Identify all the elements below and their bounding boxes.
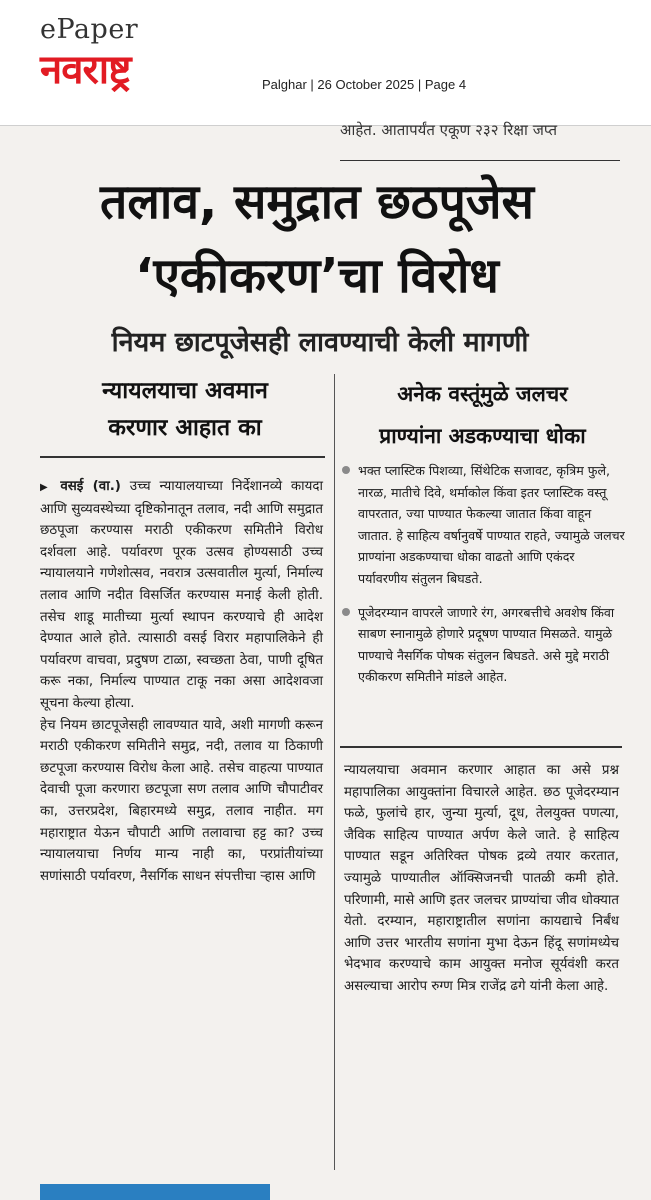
newspaper-logo[interactable]: नवराष्ट्र [40, 47, 131, 93]
bullet-text-1: भक्त प्लास्टिक पिशव्या, सिंथेटिक सजावट, कृत्रिम फुले, नारळ, मातीचे दिवे, थर्माकोल किंवा इतर प्लास्टिक वस्तू वापरतात, ज्या पाण्यात फेकल्या जातात किंवा वाहून जातात. हे साहित्य वर्षानुवर्षे पाण्यात राहते, ज्यामुळे जलचर प्राण्यांना अडकण्याचा धोका वाढतो आणि एकंदर पर्यावरणीय संतुलन बिघडते. [358, 463, 625, 586]
left-paragraph-1 [40, 476, 323, 715]
right-heading-line2: प्राण्यांना अडकण्याचा धोका [379, 424, 586, 448]
bottom-banner-bar [40, 1184, 270, 1200]
bullet-list [340, 460, 625, 700]
masthead [0, 0, 651, 126]
left-paragraph-1-text: उच्च न्यायालयाच्या निर्देशानव्ये कायदा आणि सुव्यवस्थेच्या दृष्टिकोनातून तलाव, नदी आणि समुद्रात छठपूजा करण्यास मराठी एकीकरण समितीने विरोध दर्शवला आहे. पर्यावरण पूरक उत्सव होण्यसाठी उच्च न्यायालयाने गणेशोत्सव, नवरात्र उत्सवातील मुर्त्या, निर्माल्य तलाव आणि नदीत विसर्जित करण्यास मनाई केली होती. तसेच शाडू मातीच्या मुर्त्या स्थापन करण्याचे ही आदेश देण्यात आले होते. त्यासाठी वसई विरार महापालिकेने ही पर्यावरण वाचवा, प्रदुषण टाळा, स्वच्छता ठेवा, पाणी दूषित करू नका, निर्माल्य पाण्यात टाकू नका असा आदेशवजा सूचना केल्या होत्या. [40, 479, 323, 711]
subheadline: नियम छाटपूजेसही लावण्याची केली मागणी [111, 327, 529, 358]
bullet-item-1 [340, 460, 625, 590]
headline-line2: ‘एकीकरण’चा विरोध [135, 248, 499, 304]
bullet-dot-icon [342, 466, 350, 474]
left-heading-line2: करणार आहात का [108, 415, 262, 441]
bullet-text-2: पूजेदरम्यान वापरले जाणारे रंग, अगरबत्तीचे अवशेष किंवा साबण स्नानामुळे होणारे प्रदूषण पाण्यात मिसळते. यामुळे पाण्याचे नैसर्गिक पोषक संतुलन बिघडते. असे मुद्दे मराठी एकीकरण समितीने मांडले आहेत. [358, 604, 615, 685]
left-heading-line1: न्यायलयाचा अवमान [102, 378, 268, 404]
left-column-body [40, 476, 323, 887]
left-heading-rule [40, 456, 325, 458]
column-divider [334, 374, 335, 1170]
bottom-cutoff-strip [40, 1180, 651, 1200]
right-box-rule [340, 746, 622, 748]
bullet-item-2 [340, 602, 625, 688]
previous-article-cutoff: आहेत. आतापर्यंत एकूण २३२ रिक्षा जप्त [340, 121, 558, 139]
play-icon: ▶ [40, 482, 53, 493]
headline-line1: तलाव, समुद्रात छठपूजेस [100, 174, 534, 230]
right-column-body [344, 760, 619, 998]
epaper-label: ePaper [40, 14, 139, 45]
adjacent-article-edge [640, 160, 651, 1120]
edition-info: Palghar | 26 October 2025 | Page 4 [262, 77, 467, 92]
right-paragraph: न्यायलयाचा अवमान करणार आहात का असे प्रश्न महापालिका आयुक्तांना विचारले आहेत. छठ पूजेदरम्यान फळे, फुलांचे हार, जुन्या मुर्त्या, दूध, तेलयुक्त पणत्या, जैविक साहित्य पाण्यात अर्पण केले जाते. हे साहित्य पाण्यात सडून अतिरिक्त पोषक द्रव्ये तयार करतात, ज्यामुळे पाण्यातील ऑक्सिजनची पातळी कमी होते. परिणामी, मासे आणि इतर जलचर प्राण्यांचा जीव धोक्यात येतो. दरम्यान, महाराष्ट्रातील सणांना कायद्याचे निर्बंध आणि उत्तर भारतीय सणांना मुभा देऊन हिंदू सणांमध्येच भेदभाव करण्याचे काम आयुक्त मनोज सूर्यवंशी करत असल्याचा आरोप रुग्ण मित्र राजेंद्र ढगे यांनी केला आहे. [344, 763, 619, 994]
top-divider [340, 160, 620, 161]
dateline: वसई (वा.) [60, 479, 121, 494]
right-heading-line1: अनेक वस्तूंमुळे जलचर [397, 382, 568, 406]
bullet-dot-icon [342, 608, 350, 616]
left-paragraph-2: हेच नियम छाटपूजेसही लावण्यात यावे, अशी मागणी करून मराठी एकीकरण समितीने समुद्र, नदी, तलाव या ठिकाणी छटपूजा करण्यास विरोध केला आहे. तसेच वाहत्या पाण्यात देवाची पूजा करणारा छटपूजा सण तलाव आणि चौपाटीवर का, उत्तरप्रदेश, बिहारमध्ये समुद्र, तलाव नाहीत. मग महाराष्ट्रात येऊन चौपाटी आणि तलावाचा हट्ट का? उच्च न्यायालयाचा निर्णय मान्य नाही का, परप्रांतीयांच्या सणांसाठी पर्यावरण, नैसर्गिक साधन संपत्तीचा ऱ्हास आणि [40, 717, 323, 884]
